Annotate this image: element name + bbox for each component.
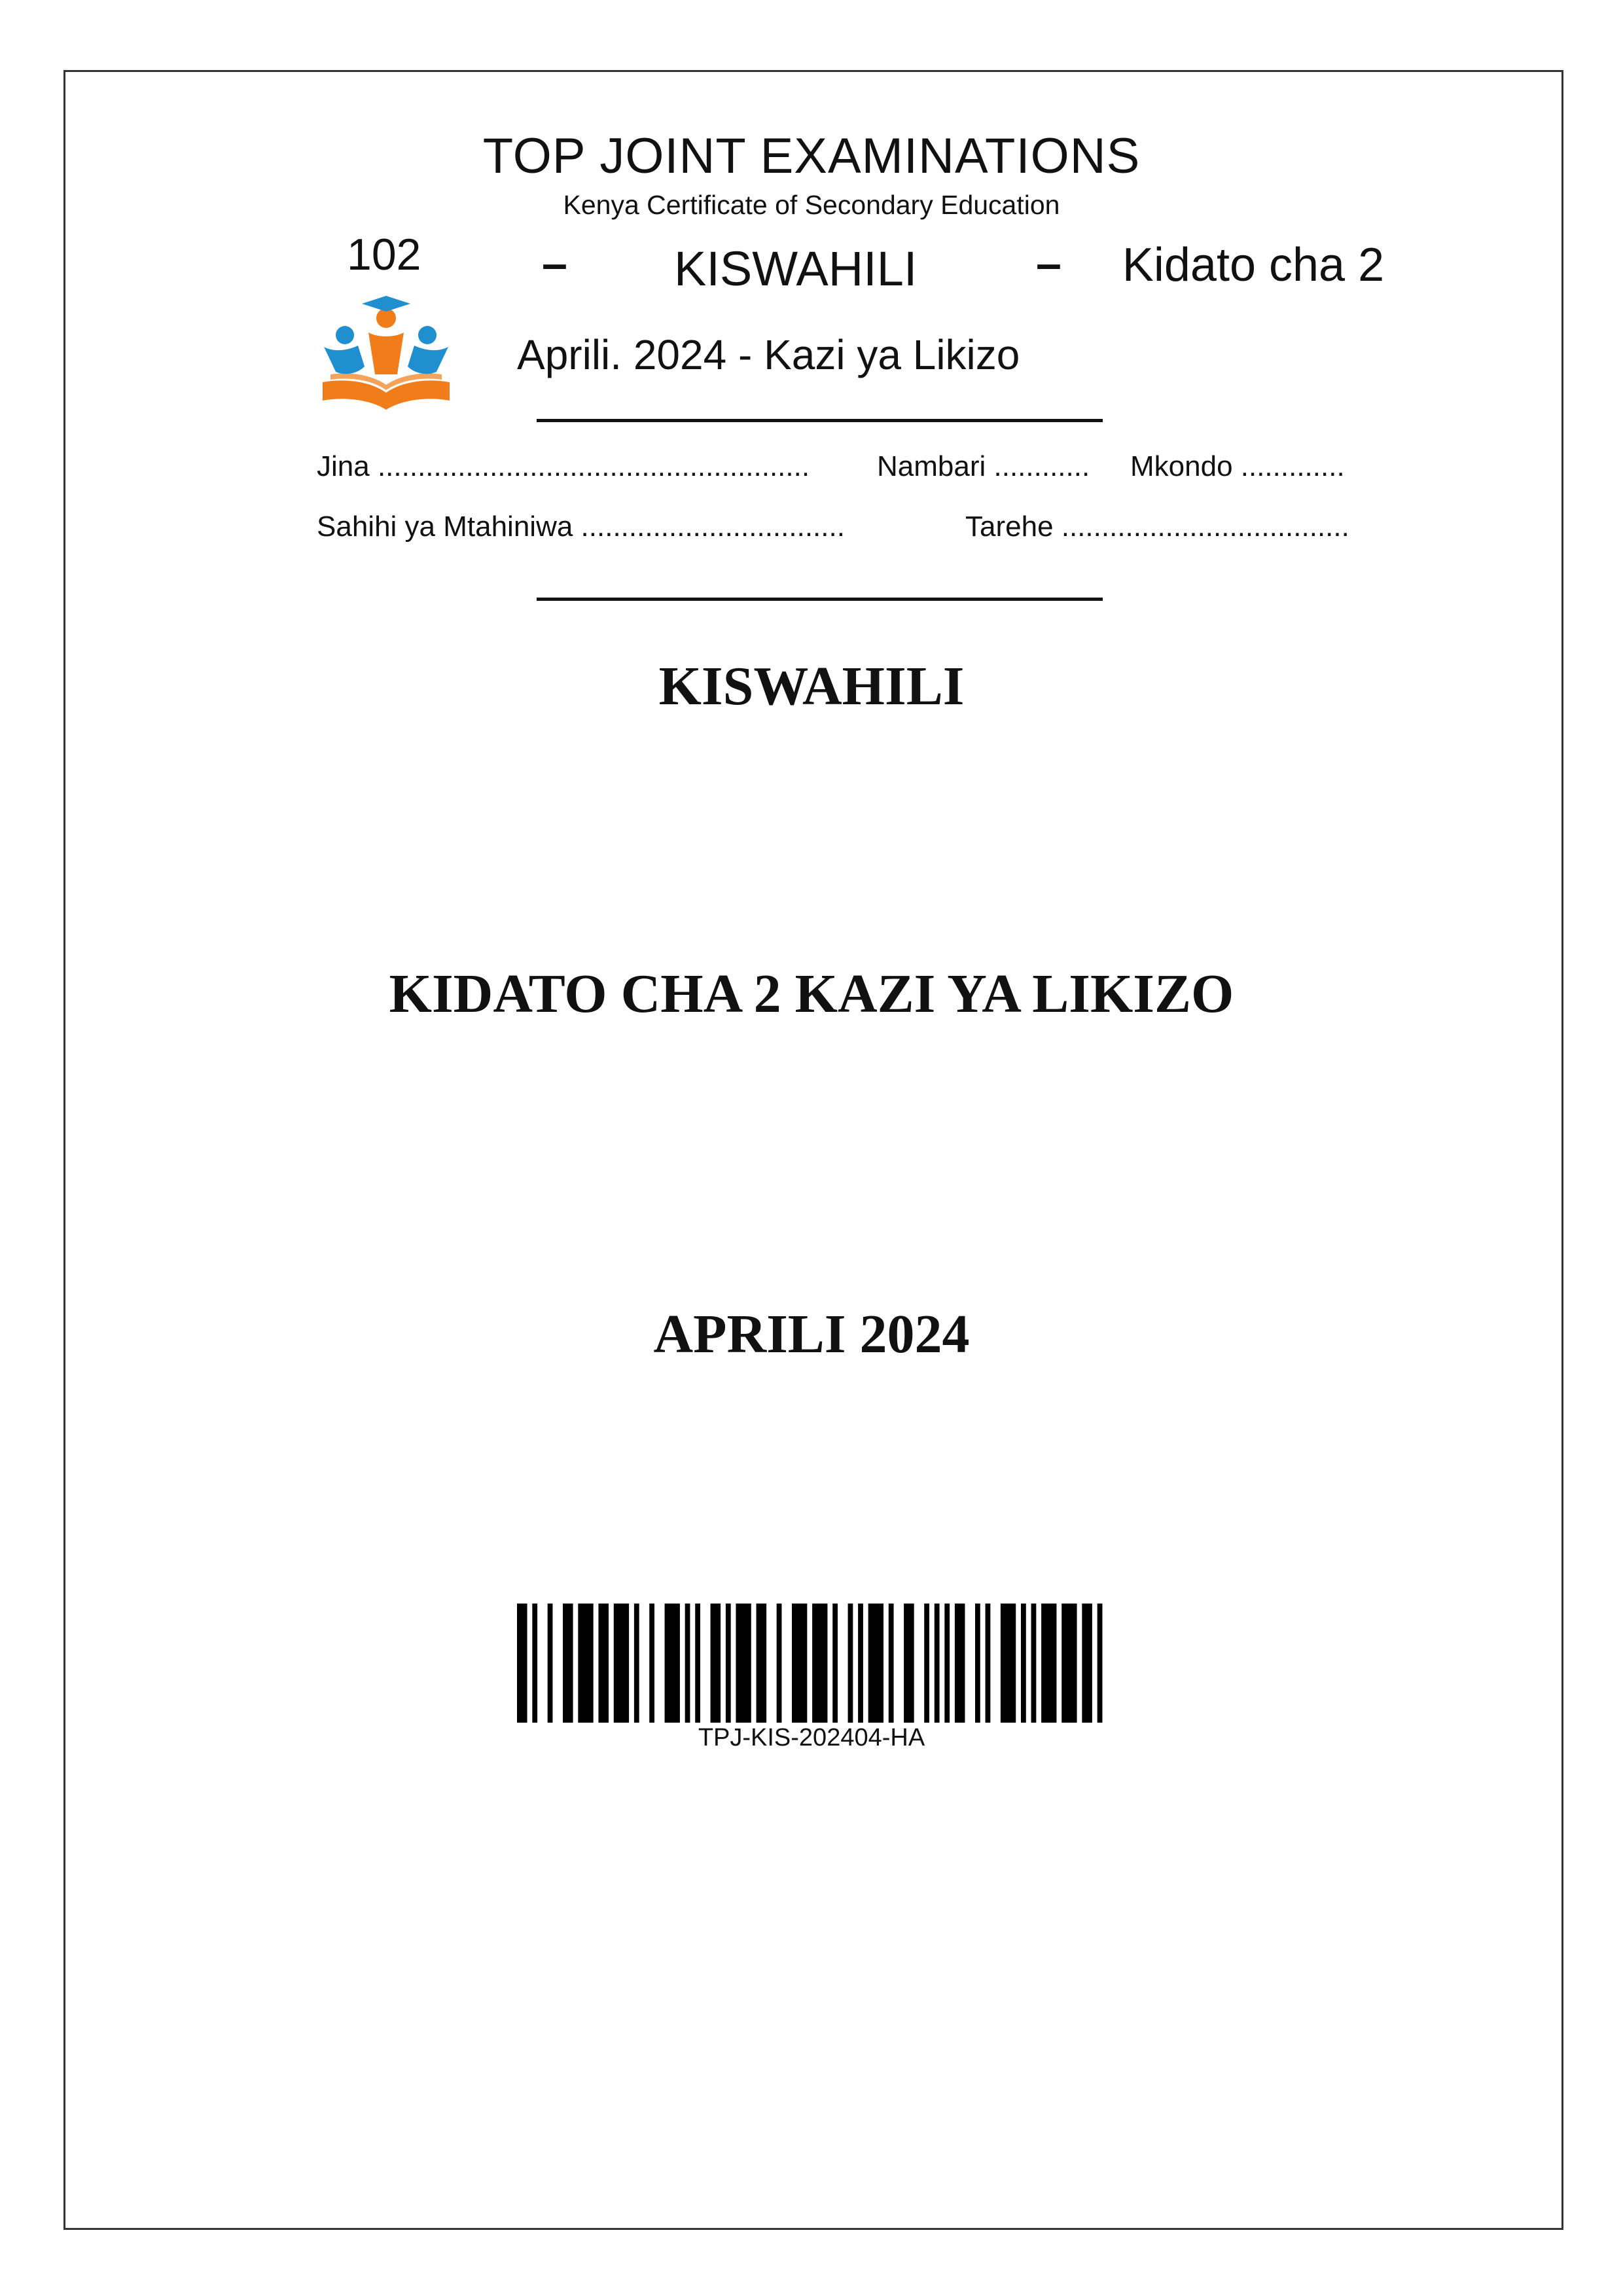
barcode-bar	[777, 1604, 782, 1723]
barcode-bar	[1082, 1604, 1092, 1723]
number-field[interactable]: Nambari ............	[877, 450, 1090, 482]
barcode-bar	[944, 1604, 950, 1723]
subject-title: KISWAHILI	[658, 656, 965, 717]
barcode-bar	[649, 1604, 654, 1723]
barcode-bar	[955, 1604, 965, 1723]
divider-top	[537, 419, 1103, 422]
exam-logo-icon	[317, 295, 455, 411]
barcode-bar	[532, 1604, 537, 1723]
divider-bottom	[537, 598, 1103, 601]
barcode-bar	[563, 1604, 573, 1723]
barcode-bar	[711, 1604, 721, 1723]
barcode-text: TPJ-KIS-202404-HA	[698, 1724, 925, 1751]
barcode-bar	[868, 1604, 883, 1723]
barcode-bar	[1097, 1604, 1103, 1723]
paper-title: KIDATO CHA 2 KAZI YA LIKIZO	[389, 963, 1234, 1024]
barcode-bar	[986, 1604, 991, 1723]
paper-code: 102	[347, 230, 421, 279]
barcode-bar	[1031, 1604, 1037, 1723]
date-field[interactable]: Tarehe ....................................	[965, 511, 1349, 543]
barcode-bar	[757, 1604, 767, 1723]
barcode-bar	[517, 1604, 527, 1723]
barcode-bar	[904, 1604, 914, 1723]
barcode-bar	[665, 1604, 680, 1723]
barcode-bar	[614, 1604, 629, 1723]
barcode-bar	[792, 1604, 807, 1723]
barcode-bar	[935, 1604, 940, 1723]
barcode-bar	[975, 1604, 980, 1723]
form-label: Kidato cha 2	[1122, 239, 1385, 291]
barcode-bar	[726, 1604, 731, 1723]
barcode-bar	[848, 1604, 853, 1723]
barcode-bar	[634, 1604, 639, 1723]
barcode-bar	[598, 1604, 609, 1723]
barcode-bar	[1021, 1604, 1026, 1723]
barcode-bar	[812, 1604, 827, 1723]
name-field[interactable]: Jina ......................................................	[317, 450, 810, 482]
barcode-bar	[736, 1604, 751, 1723]
page-border	[63, 70, 1563, 2230]
barcode-bar	[832, 1604, 838, 1723]
barcode-bar	[889, 1604, 894, 1723]
signature-field[interactable]: Sahihi ya Mtahiniwa .................................	[317, 511, 845, 543]
date-title: APRILI 2024	[653, 1304, 970, 1365]
barcode-bar	[695, 1604, 700, 1723]
barcode-bar	[1061, 1604, 1077, 1723]
org-subtitle: Kenya Certificate of Secondary Education	[563, 190, 1060, 220]
barcode-bar	[578, 1604, 593, 1723]
session-label: Aprili. 2024 - Kazi ya Likizo	[517, 331, 1020, 378]
barcode-bar	[548, 1604, 553, 1723]
barcode-bar	[685, 1604, 690, 1723]
barcode-bar	[1001, 1604, 1016, 1723]
barcode-bar	[1041, 1604, 1056, 1723]
stream-field[interactable]: Mkondo .............	[1130, 450, 1345, 482]
barcode-bar	[924, 1604, 929, 1723]
dash-right: –	[1036, 238, 1061, 289]
barcode-bar	[858, 1604, 863, 1723]
org-title: TOP JOINT EXAMINATIONS	[482, 128, 1141, 184]
dash-left: –	[542, 238, 567, 289]
subject-heading: KISWAHILI	[674, 242, 918, 296]
barcode-icon	[517, 1604, 1113, 1723]
